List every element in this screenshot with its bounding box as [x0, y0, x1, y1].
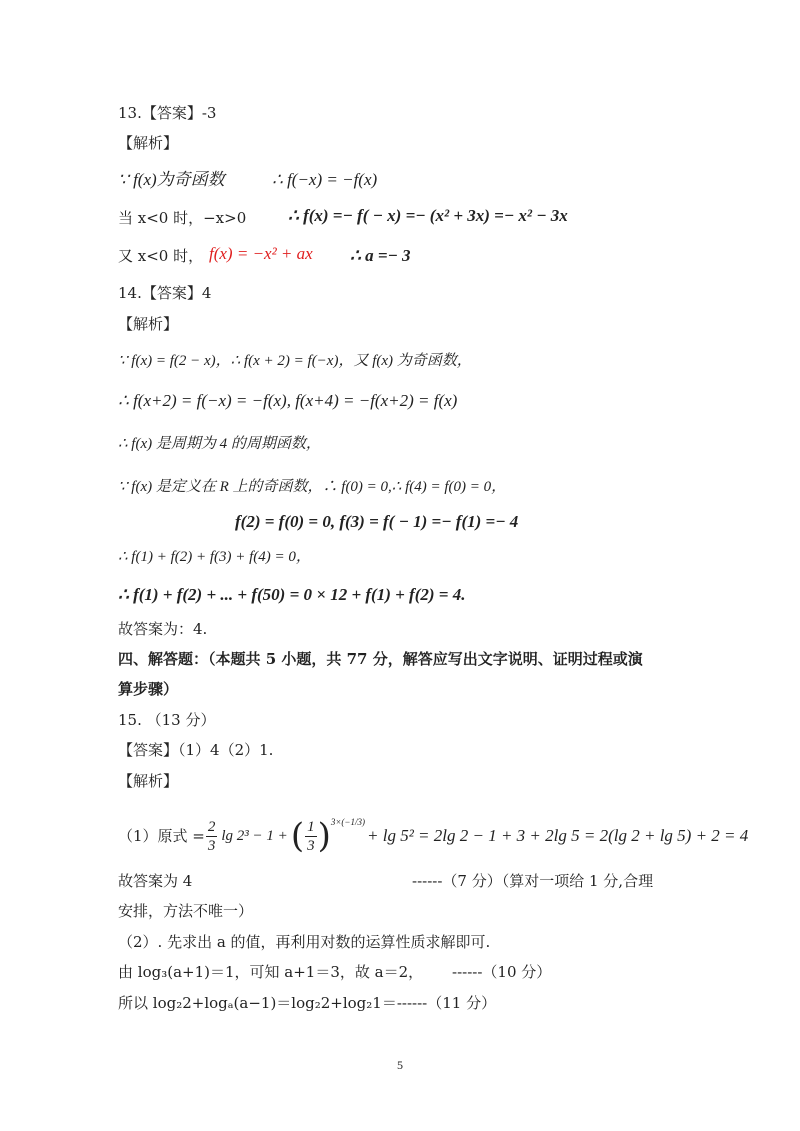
q14-analysis-label: 【解析】: [118, 315, 179, 333]
q15-part2-line2: 所以 log₂2+logₐ(a−1)＝log₂2+log₂1＝------（11 分）: [118, 994, 497, 1012]
q15-score1: ------（7 分）（算对一项给 1 分,合理: [412, 872, 654, 890]
q15-part2-score: ------（10 分）: [452, 963, 552, 981]
q15-part1-mid: lg 2³ − 1 +: [221, 828, 288, 844]
frac-denominator: 3: [207, 837, 216, 854]
q14-line6: [118, 546, 311, 567]
inner-numerator: 1: [307, 818, 315, 835]
q14-line7: [118, 585, 465, 605]
q13-line1-right: [272, 170, 377, 190]
q14-l4: ∵ f(x) 是定义在 R 上的奇函数，∴ f(0) = 0,∴ f(4) = f(0) = 0，: [118, 479, 507, 495]
q13-red-expression: f(x) = −x² + ax: [209, 244, 313, 263]
q14-conclusion: 故答案为：4.: [118, 620, 208, 638]
q13-odd-function: ∵ f(x)为奇函数: [118, 170, 225, 189]
q15-part1-prefix: （1）原式 =: [118, 827, 205, 845]
q15-answer: 【答案】（1）4（2）1.: [118, 741, 274, 759]
q15-analysis-label: 【解析】: [118, 772, 179, 790]
q15-score1-cont: 安排，方法不唯一）: [118, 902, 254, 920]
section4-heading-line1: 四、解答题：（本题共 5 小题，共 77 分，解答应写出文字说明、证明过程或演: [118, 650, 643, 668]
q13-analysis-label: 【解析】: [118, 134, 179, 152]
q13-title: 13.【答案】-3: [118, 104, 217, 122]
q15-title: 15. （13 分）: [118, 711, 216, 729]
q13-expression: ∴ f(x) =− f( − x) =− (x² + 3x) =− x² − 3x: [288, 206, 568, 225]
q14-l3: ∴ f(x) 是周期为 4 的周期函数，: [118, 436, 321, 452]
q14-l2: ∴ f(x+2) = f(−x) = −f(x), f(x+4) = −f(x+2) = f(x): [118, 391, 458, 410]
q15-part2-line1: 由 log₃(a+1)＝1，可知 a+1＝3，故 a＝2，: [118, 963, 424, 981]
right-paren: ): [317, 816, 331, 856]
section4-heading-line2: 算步骤）: [118, 680, 179, 698]
q13-line3-red: [209, 244, 313, 264]
q15-fraction-one-third: [305, 818, 317, 855]
q14-l5: f(2) = f(0) = 0, f(3) = f( − 1) =− f(1) =− 4: [235, 512, 519, 531]
q14-line2: [118, 391, 457, 411]
inner-denominator: 3: [307, 837, 315, 854]
left-paren: (: [290, 816, 305, 856]
q14-line5: [235, 512, 518, 532]
q15-result1: 故答案为 4: [118, 872, 193, 890]
q13-line2-left: 当 x<0 时，−x>0: [118, 209, 247, 227]
q14-line1: [118, 350, 472, 371]
q13-line3-left: 又 x<0 时，: [118, 247, 204, 265]
q14-line4: [118, 476, 506, 497]
q13-line2-right: [288, 206, 568, 226]
q13-result: ∴ a =− 3: [350, 246, 411, 265]
q14-l1: ∵ f(x) = f(2 − x)，∴ f(x + 2) = f(−x)，又 f(x) 为奇函数，: [118, 353, 472, 369]
q14-l7: ∴ f(1) + f(2) + ... + f(50) = 0 × 12 + f(1) + f(2) = 4.: [118, 585, 466, 604]
q13-line1-left: [118, 170, 225, 190]
q14-l6: ∴ f(1) + f(2) + f(3) + f(4) = 0，: [118, 549, 311, 565]
q14-title: 14.【答案】4: [118, 284, 212, 302]
q13-line3-result: [350, 246, 411, 266]
frac-numerator: 2: [207, 818, 216, 835]
q15-fraction-two-thirds: [206, 818, 218, 855]
q15-part2-intro: （2）. 先求出 a 的值，再利用对数的运算性质求解即可.: [118, 933, 491, 951]
q15-part1-rest: + lg 5² = 2lg 2 − 1 + 3 + 2lg 5 = 2(lg 2 + lg 5) + 2 = 4: [367, 826, 749, 845]
q15-part1-formula: [118, 806, 748, 866]
q15-exponent: 3×(−1/3): [330, 817, 365, 827]
q14-line3: [118, 433, 321, 454]
page-number: 5: [397, 1058, 403, 1072]
q13-odd-identity: ∴ f(−x) = −f(x): [272, 170, 378, 189]
